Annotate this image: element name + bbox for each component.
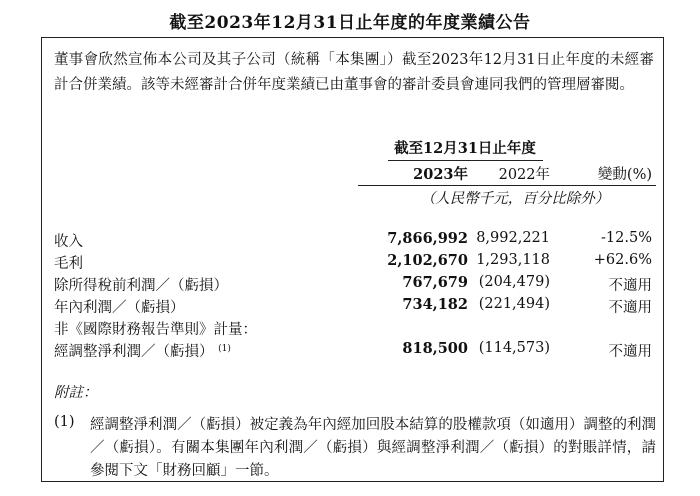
value-2022: (204,479) bbox=[478, 274, 550, 290]
period-header: 截至12月31日止年度 bbox=[394, 140, 536, 157]
value-2023: 767,679 bbox=[402, 274, 468, 291]
table-row-profit-for-year bbox=[54, 296, 654, 318]
header-divider bbox=[388, 160, 543, 161]
row-label bbox=[54, 340, 231, 361]
value-2023: 7,866,992 bbox=[387, 230, 468, 247]
page-title: 截至2023年12月31日止年度的年度業績公告 bbox=[169, 13, 531, 33]
row-label: 年內利潤／（虧損） bbox=[54, 300, 185, 316]
table-row-gross-profit bbox=[54, 252, 654, 274]
row-label: 毛利 bbox=[54, 256, 83, 272]
value-2023: 2,102,670 bbox=[387, 252, 468, 269]
column-header-change: 變動(%) bbox=[597, 167, 652, 183]
row-label-text: 經調整淨利潤／（虧損） bbox=[54, 344, 214, 360]
intro-paragraph: 董事會欣然宣佈本公司及其子公司（統稱「本集團」）截至2023年12月31日止年度的未經審計合併業績。該等未經審計合併年度業績已由董事會的審計委員會連同我們的管理層審閱。 bbox=[54, 52, 654, 93]
value-2022: (114,573) bbox=[478, 340, 550, 356]
value-2023: 818,500 bbox=[402, 340, 468, 357]
value-change: 不適用 bbox=[608, 344, 652, 360]
value-2022: 1,293,118 bbox=[476, 252, 550, 268]
row-label: 收入 bbox=[54, 234, 83, 250]
column-header-2022: 2022年 bbox=[498, 167, 550, 183]
units-note: （人民幣千元，百分比除外） bbox=[420, 191, 610, 207]
table-row-revenue bbox=[54, 230, 654, 252]
notes-title: 附註： bbox=[54, 385, 98, 401]
row-label: 非《國際財務報告準則》計量： bbox=[54, 322, 257, 338]
table-row-non-ifrs-heading bbox=[54, 318, 654, 340]
value-2023: 734,182 bbox=[402, 296, 468, 313]
value-2022: (221,494) bbox=[478, 296, 550, 312]
note-number: (1) bbox=[54, 414, 75, 430]
note-text: 經調整淨利潤／（虧損）被定義為年內經加回股本結算的股權款項（如適用）調整的利潤／（虧損）。有關本集團年內利潤／（虧損）與經調整淨利潤／（虧損）的對賬詳情，請參閱下文「財務回顧」一節。 bbox=[90, 417, 656, 479]
table-row-adjusted-net-profit bbox=[54, 340, 654, 362]
column-header-2023: 2023年 bbox=[413, 166, 468, 183]
value-2022: 8,992,221 bbox=[476, 230, 550, 246]
value-change: 不適用 bbox=[608, 278, 652, 294]
row-label: 除所得稅前利潤／（虧損） bbox=[54, 278, 228, 294]
footnote-ref: (1) bbox=[218, 344, 231, 354]
value-change: 不適用 bbox=[608, 300, 652, 316]
value-change: -12.5% bbox=[601, 230, 652, 246]
table-row-profit-before-tax bbox=[54, 274, 654, 296]
header-underline bbox=[358, 185, 656, 186]
value-change: +62.6% bbox=[593, 252, 652, 268]
